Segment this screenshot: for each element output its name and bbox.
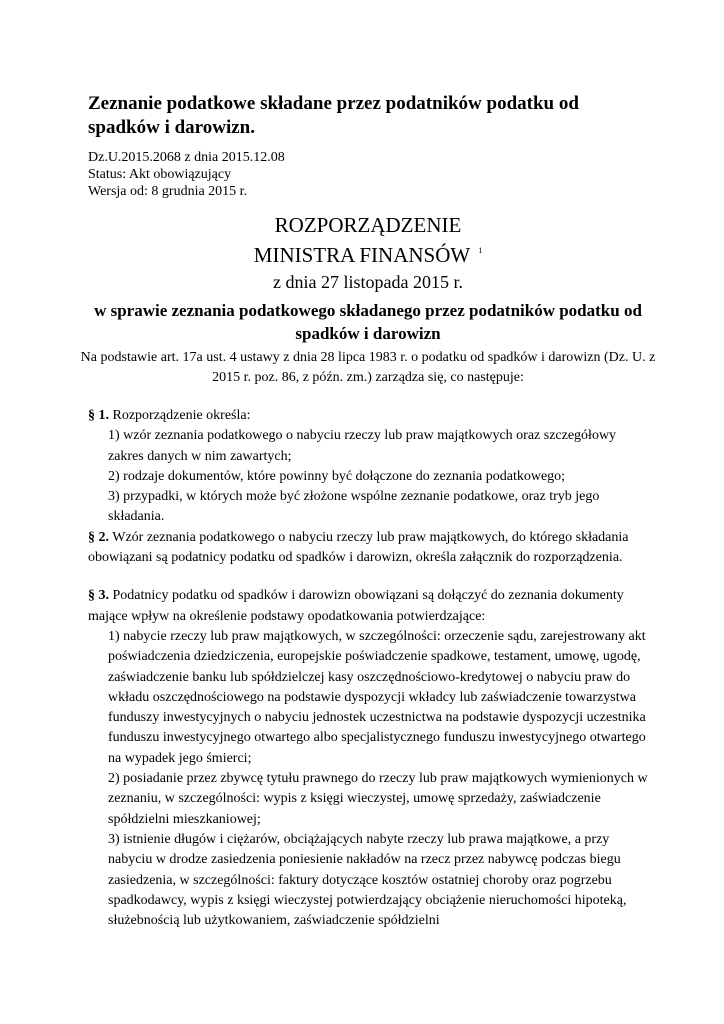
version-line: Wersja od: 8 grudnia 2015 r. [88,184,248,199]
act-issuer-line [88,238,648,268]
section-3-intro: Podatnicy podatku od spadków i darowizn obowiązani są dołączyć do zeznania dokumenty mające wpływ na określenie podstawy opodatkowania potwierdzające: [88,588,624,624]
section-2 [88,528,648,569]
list-item: 3) istnienie długów i ciężarów, obciążających nabyte rzeczy lub prawa majątkowe, a przy nabyciu w drodze zasiedzenia poniesienie nakładów na rzecz przez nabywcę podczas biegu zasiedzenia, w szczególności: faktury dotyczące kosztów ostatniej choroby oraz pogrzebu spadkodawcy, wypis z księgi wieczystej potwierdzający obciążenie nieruchomości hipoteką, służebnością lub użytkowaniem, zaświadczenie spółdzielni [108,831,627,929]
section-1-label: § 1. [88,408,109,423]
section-1-intro: Rozporządzenie określa: [112,408,251,423]
section-3-label: § 3. [88,588,109,604]
section-2-text: Wzór zeznania podatkowego o nabyciu rzeczy lub praw majątkowych, do którego składania obowiązani są podatnicy podatku od spadków i darowizn, określa załącznik do rozporządzenia. [88,529,629,566]
list-item: 2) rodzaje dokumentów, które powinny być dołączone do zeznania podatkowego; [108,468,566,484]
status-line: Status: Akt obowiązujący [88,167,232,182]
document-metadata [88,149,648,200]
list-item: 1) wzór zeznania podatkowego o nabyciu rzeczy lub praw majątkowych oraz szczegółowy zakres danych w nim zawartych; [108,428,617,464]
act-date: z dnia 27 listopada 2015 r. [273,272,463,292]
list-item: 2) posiadanie przez zbywcę tytułu prawnego do rzeczy lub praw majątkowych wymienionych w zeznaniu, w szczególności: wypis z księgi wieczystej, umowę sprzedaży, zaświadczenie spółdzielni mieszkaniowej; [108,771,648,827]
act-issuer: MINISTRA FINANSÓW [253,243,471,267]
publication-citation: Dz.U.2015.2068 z dnia 2015.12.08 [88,150,285,165]
act-body [88,406,648,931]
act-subject: w sprawie zeznania podatkowego składanego przez podatników podatku od spadków i darowizn [94,301,642,343]
legal-basis: Na podstawie art. 17a ust. 4 ustawy z dnia 28 lipca 1983 r. o podatku od spadków i darowizn (Dz. U. z 2015 r. poz. 86, z późn. zm.) zarządza się, co następuje: [80,350,656,385]
list-item: 3) przypadki, w których może być złożone wspólne zeznanie podatkowe, oraz tryb jego składania. [108,489,600,525]
footnote-marker[interactable]: 1 [478,246,483,255]
section-3 [88,586,648,931]
document-page [80,92,656,931]
section-1 [88,406,648,528]
act-type: ROZPORZĄDZENIE [274,213,462,237]
list-item: 1) nabycie rzeczy lub praw majątkowych, w szczególności: orzeczenie sądu, zarejestrowany akt poświadczenia dziedziczenia, europejskie poświadczenie spadkowe, testament, umowę, ugodę, zaświadczenie banku lub spółdzielczej kasy oszczędnościowo-kredytowej o nabyciu praw do wkładu oszczędnościowego na podstawie dyspozycji wkładcy lub zaświadczenie towarzystwa funduszy inwestycyjnych o nabyciu jednostek uczestnictwa na podstawie dyspozycji uczestnika funduszu inwestycyjnego otwartego albo specjalistycznego funduszu inwestycyjnego otwartego na wypadek jego śmierci; [108,628,646,766]
section-2-label: § 2. [88,529,109,545]
document-title: Zeznanie podatkowe składane przez podatników podatku od spadków i darowizn. [88,93,579,138]
